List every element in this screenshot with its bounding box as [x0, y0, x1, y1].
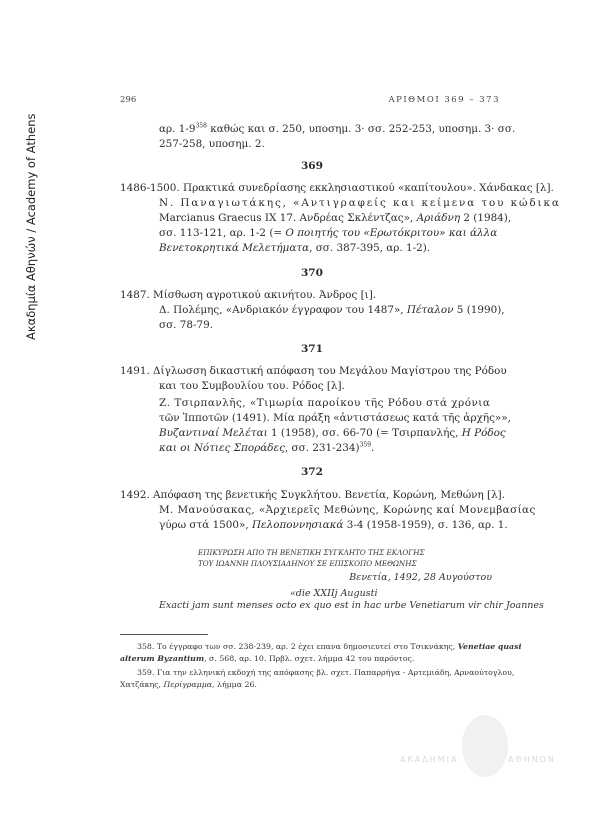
- entry-number: 370: [300, 267, 324, 279]
- entry-line: και του Συμβουλίου του. Ρόδος [λ].: [159, 380, 345, 392]
- entry-line: Ζ. Τσιρπανλῆς, «Τιμωρία παροίκου τῆς Ρόδου στά χρόνια: [159, 397, 491, 409]
- entry-line: και οι Νότιες Σποράδες, σσ. 231-234)$^{359}$.: [159, 441, 375, 454]
- entry-number: 372: [300, 466, 324, 478]
- side-label: Ακαδημία Αθηνών / Academy of Athens: [24, 113, 38, 340]
- footnote: 358. Το έγγραφο των σσ. 238-239, αρ. 2 έχει επανα δημοσιευτεί στο Τσικνάκης, Venetiae quasi: [137, 642, 522, 651]
- footnote: alterum Byzantium, σ. 568, αρ. 10. Πρβλ. σχετ. λήμμα 42 του παρόντος.: [120, 654, 415, 663]
- entry-line: τῶν Ἱπποτῶν (1491). Μία πράξη «ἀντιστάσεως κατά τῆς ἀρχῆς»»,: [159, 412, 511, 424]
- entry-line: Marcianus Graecus IX 17. Ανδρέας Σκλέντζας», Αριάδνη 2 (1984),: [159, 212, 512, 224]
- entry-line: Μ. Μανούσακας, «Ἀρχιερεῖς Μεθώνης, Κορώνης καί Μονεμβασίας: [159, 504, 536, 516]
- running-title: ΑΡΙΘΜΟΙ 369 – 373: [388, 95, 500, 105]
- continuation-line: αρ. $1-9^{358}$ καθώς και σ. 250, υποσημ. 3· σσ. 252-253, υποσημ. 3· σσ.: [159, 122, 516, 135]
- entry-line: σσ. 113-121, αρ. 1-2 (= Ο ποιητής του «Ερωτόκριτου» και άλλα: [159, 227, 498, 239]
- footnote: Χατζάκης, Περίγραμμα, λήμμα 26.: [120, 680, 257, 689]
- logo-text: ΑΘΗΝΩΝ: [508, 755, 556, 764]
- entry-line: 1486-1500. Πρακτικά συνεδρίασης εκκλησιαστικού «καπίτουλου». Χάνδακας [λ].: [120, 182, 554, 194]
- footnote-rule: [120, 634, 208, 635]
- entry-line: 1491. Δίγλωσση δικαστική απόφαση του Μεγάλου Μαγίστρου της Ρόδου: [120, 365, 507, 377]
- document-incipit: «die XXIIj Augusti: [290, 588, 378, 599]
- document-heading: ΤΟΥ ΙΩΑΝΝΗ ΠΛΟΥΣΙΑΔΗΝΟΥ ΣΕ ΕΠΙΣΚΟΠΟ ΜΕΘΩΝΗΣ: [198, 559, 417, 568]
- footnote: 359. Για την ελληνική εκδοχή της απόφασης βλ. σχετ. Παπαρρήγα - Αρτεμιάδη, Αρναούτογλου,: [137, 668, 515, 677]
- entry-line: 1492. Απόφαση της βενετικής Συγκλήτου. Βενετία, Κορώνη, Μεθώνη [λ].: [120, 489, 506, 501]
- entry-line: σσ. 78-79.: [159, 319, 214, 331]
- document-dateline: Βενετία, 1492, 28 Αυγούστου: [349, 572, 492, 583]
- logo-text: ΑΚΑΔΗΜΙΑ: [400, 755, 459, 764]
- entry-line: Δ. Πολέμης, «Ανδριακόν έγγραφον του 1487», Πέταλον 5 (1990),: [159, 304, 505, 316]
- entry-number: 369: [300, 160, 324, 172]
- page-number: 296: [120, 95, 137, 105]
- entry-line: Βενετοκρητικά Μελετήματα, σσ. 387-395, αρ. 1-2).: [159, 242, 431, 254]
- entry-line: γύρω στά 1500», Πελοποννησιακά 3-4 (1958-1959), σ. 136, αρ. 1.: [159, 519, 508, 531]
- entry-line: Ν. Παναγιωτάκης, «Αντιγραφείς και κείμενα του κώδικα: [159, 197, 561, 209]
- academy-logo: [400, 715, 570, 790]
- continuation-line: 257-258, υποσημ. 2.: [159, 138, 265, 150]
- entry-line: 1487. Μίσθωση αγροτικού ακινήτου. Άνδρος [ι].: [120, 289, 377, 301]
- athena-head-icon: [462, 715, 508, 777]
- document-text: Exacti jam sunt menses octo ex quo est in hac urbe Venetiarum vir chir Joannes: [159, 600, 544, 611]
- entry-line: Βυζαντιναί Μελέται 1 (1958), σσ. 66-70 (= Τσιρπανλής, Η Ρόδος: [159, 427, 506, 439]
- entry-number: 371: [300, 343, 324, 355]
- document-heading: ΕΠΙΚΥΡΩΣΗ ΑΠΟ ΤΗ ΒΕΝΕΤΙΚΗ ΣΥΓΚΛΗΤΟ ΤΗΣ ΕΚΛΟΓΗΣ: [198, 548, 425, 557]
